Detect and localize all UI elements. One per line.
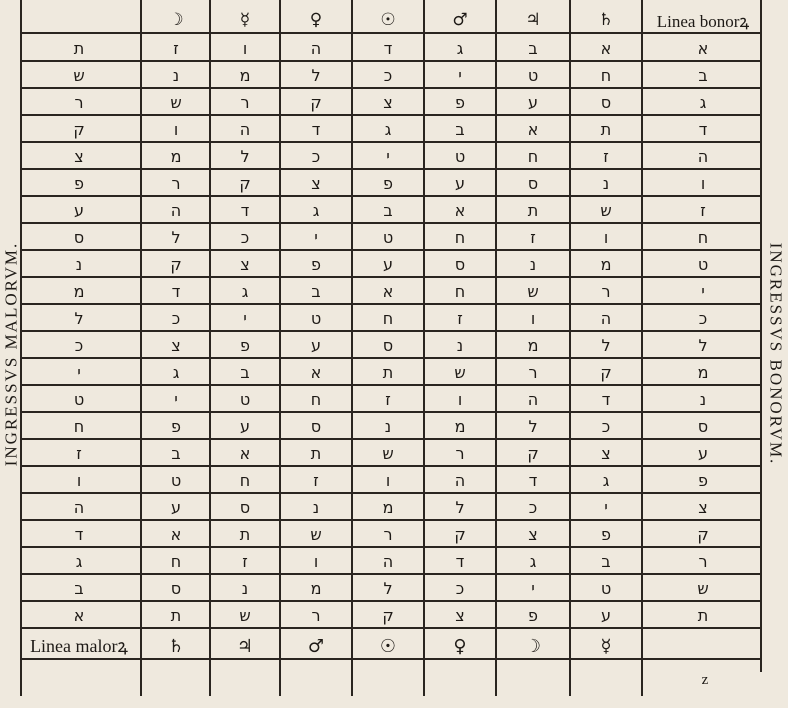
bonorum-letter: כ bbox=[698, 308, 708, 328]
table-row bbox=[20, 117, 762, 143]
table-cell-letter: ה bbox=[527, 389, 539, 409]
table-cell-letter: צ bbox=[240, 254, 250, 274]
table-cell-letter: ל bbox=[240, 146, 250, 166]
table-row bbox=[20, 414, 762, 440]
table-cell-letter: מ bbox=[239, 65, 251, 85]
table-cell-letter: א bbox=[454, 200, 466, 220]
table-cell-letter: פ bbox=[383, 173, 393, 193]
table-cell-letter: ב bbox=[240, 362, 250, 382]
table-cell-letter: מ bbox=[600, 254, 612, 274]
malorum-letter: ע bbox=[73, 200, 84, 220]
table-cell-letter: ס bbox=[310, 416, 322, 436]
table-cell-letter: י bbox=[386, 146, 390, 166]
planet-symbol: ☿ bbox=[239, 10, 251, 30]
table-row bbox=[20, 387, 762, 413]
table-cell-letter: ה bbox=[382, 551, 394, 571]
table-cell-letter: ר bbox=[383, 524, 393, 544]
table-cell-letter: ה bbox=[170, 200, 182, 220]
table-cell-letter: ה bbox=[239, 119, 251, 139]
linea-bonorum-label: Linea bonorꝝ bbox=[656, 11, 750, 31]
table-row bbox=[20, 144, 762, 170]
bonorum-letter: ש bbox=[697, 578, 709, 598]
table-cell-letter: א bbox=[382, 281, 394, 301]
table-cell-letter: ו bbox=[530, 308, 536, 328]
planet-symbol: ☿ bbox=[600, 635, 612, 657]
bonorum-letter: ע bbox=[697, 443, 708, 463]
table-cell-letter: י bbox=[531, 578, 535, 598]
table-cell-letter: ת bbox=[382, 362, 394, 382]
table-cell-letter: ל bbox=[528, 416, 538, 436]
table-cell-letter: ז bbox=[242, 551, 248, 571]
bonorum-letter: ד bbox=[698, 119, 708, 139]
table-cell-letter: ו bbox=[457, 389, 463, 409]
malorum-letter: צ bbox=[74, 146, 84, 166]
table-cell-letter: ד bbox=[171, 281, 181, 301]
table-cell-letter: ג bbox=[529, 551, 537, 571]
table-cell-letter: ע bbox=[310, 335, 321, 355]
table-cell-letter: ק bbox=[527, 443, 539, 463]
malorum-letter: ג bbox=[75, 551, 83, 571]
table-cell-letter: ת bbox=[170, 605, 182, 625]
header-row bbox=[20, 8, 762, 34]
table-row bbox=[20, 576, 762, 602]
table-cell-letter: ג bbox=[172, 362, 180, 382]
table-cell-letter: ה bbox=[600, 308, 612, 328]
table-cell-letter: ר bbox=[528, 362, 538, 382]
bonorum-letter: ס bbox=[697, 416, 709, 436]
margin-label-ingressus-malorum bbox=[0, 0, 22, 708]
table-cell-letter: ט bbox=[527, 65, 539, 85]
planet-symbol: ♂ bbox=[452, 10, 468, 30]
table-cell-letter: נ bbox=[384, 416, 392, 436]
table-cell-letter: א bbox=[170, 524, 182, 544]
planet-symbol: ☉ bbox=[380, 10, 396, 30]
table-cell-letter: ס bbox=[170, 578, 182, 598]
table-cell-letter: ש bbox=[600, 200, 612, 220]
ingressus-bonorum-text: INGRESSVS BONORVM. bbox=[766, 242, 785, 466]
table-row bbox=[20, 306, 762, 332]
table-cell-letter: ג bbox=[602, 470, 610, 490]
table-cell-letter: ח bbox=[527, 146, 539, 166]
table-cell-letter: ש bbox=[527, 281, 539, 301]
malorum-letter: ה bbox=[73, 497, 85, 517]
table-cell-letter: ז bbox=[603, 146, 609, 166]
table-cell-letter: ד bbox=[240, 200, 250, 220]
table-cell-letter: פ bbox=[455, 92, 465, 112]
table-cell-letter: ג bbox=[312, 200, 320, 220]
table-cell-letter: כ bbox=[383, 65, 393, 85]
table-cell-letter: י bbox=[243, 308, 247, 328]
table-cell-letter: ק bbox=[310, 92, 322, 112]
table-row bbox=[20, 279, 762, 305]
planet-symbol: ☉ bbox=[379, 635, 397, 657]
table-cell-letter: נ bbox=[602, 173, 610, 193]
table-cell-letter: ר bbox=[601, 281, 611, 301]
table-cell-letter: ח bbox=[239, 470, 251, 490]
bonorum-letter: ב bbox=[698, 65, 708, 85]
table-cell-letter: ל bbox=[383, 578, 393, 598]
table-cell-letter: צ bbox=[383, 92, 393, 112]
malorum-letter: ב bbox=[74, 578, 84, 598]
malorum-letter: ו bbox=[76, 470, 82, 490]
table-cell-letter: ט bbox=[170, 470, 182, 490]
table-cell-letter: נ bbox=[529, 254, 537, 274]
table-cell-letter: א bbox=[600, 38, 612, 58]
table-cell-letter: ק bbox=[600, 362, 612, 382]
table-cell-letter: ע bbox=[454, 173, 465, 193]
table-cell-letter: א bbox=[239, 443, 251, 463]
bonorum-letter: פ bbox=[698, 470, 708, 490]
planet-symbol: ☽ bbox=[168, 10, 184, 30]
table-cell-letter: ב bbox=[383, 200, 393, 220]
table-row bbox=[20, 333, 762, 359]
malorum-letter: מ bbox=[73, 281, 85, 301]
malorum-letter: ז bbox=[76, 443, 82, 463]
table-cell-letter: צ bbox=[311, 173, 321, 193]
bonorum-letter: ר bbox=[698, 551, 708, 571]
malorum-letter: נ bbox=[75, 254, 83, 274]
planet-symbol: ♄ bbox=[167, 635, 185, 657]
table-cell-letter: י bbox=[604, 497, 608, 517]
table-cell-letter: ח bbox=[454, 281, 466, 301]
table-cell-letter: ק bbox=[239, 173, 251, 193]
malorum-letter: ט bbox=[73, 389, 85, 409]
table-cell-letter: ה bbox=[310, 38, 322, 58]
table-cell-letter: ס bbox=[454, 254, 466, 274]
planet-symbol: ♀ bbox=[309, 10, 323, 30]
malorum-letter: ת bbox=[73, 38, 85, 58]
table-cell-letter: פ bbox=[601, 524, 611, 544]
table-cell-letter: כ bbox=[528, 497, 538, 517]
planet-symbol: ♄ bbox=[598, 10, 614, 30]
table-cell-letter: מ bbox=[310, 578, 322, 598]
table-cell-letter: נ bbox=[241, 578, 249, 598]
table-cell-letter: ח bbox=[454, 227, 466, 247]
malorum-letter: ד bbox=[74, 524, 84, 544]
table-row bbox=[20, 225, 762, 251]
table-cell-letter: ר bbox=[311, 605, 321, 625]
table-cell-letter: ר bbox=[171, 173, 181, 193]
table-cell-letter: י bbox=[314, 227, 318, 247]
table-row bbox=[20, 36, 762, 62]
planet-symbol: ☽ bbox=[524, 635, 542, 657]
table-cell-letter: א bbox=[310, 362, 322, 382]
table-cell-letter: כ bbox=[240, 227, 250, 247]
table-cell-letter: ת bbox=[600, 119, 612, 139]
table-cell-letter: ת bbox=[527, 200, 539, 220]
table-cell-letter: נ bbox=[312, 497, 320, 517]
table-cell-letter: ר bbox=[240, 92, 250, 112]
table-cell-letter: פ bbox=[240, 335, 250, 355]
bonorum-letter: ו bbox=[700, 173, 706, 193]
table-cell-letter: ט bbox=[310, 308, 322, 328]
table-cell-letter: ס bbox=[527, 173, 539, 193]
table-cell-letter: א bbox=[527, 119, 539, 139]
folio-signature: z bbox=[701, 672, 709, 688]
malorum-letter: ס bbox=[73, 227, 85, 247]
table-cell-letter: ג bbox=[241, 281, 249, 301]
table-cell-letter: ש bbox=[170, 92, 182, 112]
table-row bbox=[20, 198, 762, 224]
table-cell-letter: פ bbox=[311, 254, 321, 274]
table-cell-letter: ה bbox=[454, 470, 466, 490]
bonorum-letter: ח bbox=[697, 227, 709, 247]
table-cell-letter: מ bbox=[170, 146, 182, 166]
bonorum-letter: מ bbox=[697, 362, 709, 382]
table-cell-letter: ד bbox=[383, 38, 393, 58]
table-cell-letter: ט bbox=[239, 389, 251, 409]
table-cell-letter: ט bbox=[454, 146, 466, 166]
bonorum-letter: א bbox=[697, 38, 709, 58]
table-cell-letter: ק bbox=[382, 605, 394, 625]
table-cell-letter: ו bbox=[242, 38, 248, 58]
table-cell-letter: מ bbox=[527, 335, 539, 355]
bonorum-letter: י bbox=[701, 281, 705, 301]
bonorum-letter: ת bbox=[697, 605, 709, 625]
table-cell-letter: כ bbox=[311, 146, 321, 166]
ingressus-table bbox=[20, 0, 762, 696]
linea-malorum-label: Linea malorꝝ bbox=[30, 636, 128, 656]
table-cell-letter: ב bbox=[528, 38, 538, 58]
malorum-letter: ש bbox=[73, 65, 85, 85]
table-cell-letter: ב bbox=[601, 551, 611, 571]
table-cell-letter: ל bbox=[601, 335, 611, 355]
table-cell-letter: ס bbox=[239, 497, 251, 517]
table-row bbox=[20, 171, 762, 197]
table-cell-letter: ד bbox=[601, 389, 611, 409]
table-row bbox=[20, 495, 762, 521]
table-cell-letter: ש bbox=[382, 443, 394, 463]
bonorum-letter: ה bbox=[697, 146, 709, 166]
table-cell-letter: ק bbox=[170, 254, 182, 274]
table-cell-letter: ל bbox=[455, 497, 465, 517]
table-cell-letter: ר bbox=[455, 443, 465, 463]
bonorum-letter: ל bbox=[698, 335, 708, 355]
bonorum-letter: ג bbox=[699, 92, 707, 112]
table-cell-letter: כ bbox=[171, 308, 181, 328]
planet-symbol: ♃ bbox=[525, 10, 541, 30]
bonorum-letter: ק bbox=[697, 524, 709, 544]
table-cell-letter: ז bbox=[385, 389, 391, 409]
table-cell-letter: ת bbox=[310, 443, 322, 463]
table-cell-letter: ט bbox=[382, 227, 394, 247]
malorum-letter: א bbox=[73, 605, 85, 625]
malorum-letter: ק bbox=[73, 119, 85, 139]
table-cell-letter: ח bbox=[600, 65, 612, 85]
table-cell-letter: ז bbox=[457, 308, 463, 328]
table-row bbox=[20, 252, 762, 278]
table-cell-letter: ז bbox=[313, 470, 319, 490]
table-row bbox=[20, 441, 762, 467]
table-cell-letter: ו bbox=[603, 227, 609, 247]
table-cell-letter: ח bbox=[310, 389, 322, 409]
table-cell-letter: צ bbox=[171, 335, 181, 355]
table-row bbox=[20, 360, 762, 386]
bonorum-letter: נ bbox=[699, 389, 707, 409]
table-cell-letter: ל bbox=[311, 65, 321, 85]
table-cell-letter: ג bbox=[384, 119, 392, 139]
table-row bbox=[20, 63, 762, 89]
table-cell-letter: ז bbox=[530, 227, 536, 247]
table-cell-letter: ד bbox=[311, 119, 321, 139]
table-cell-letter: י bbox=[458, 65, 462, 85]
table-cell-letter: מ bbox=[454, 416, 466, 436]
table-cell-letter: כ bbox=[455, 578, 465, 598]
ingressus-malorum-text: INGRESSVS MALORVM. bbox=[1, 241, 21, 467]
table-cell-letter: כ bbox=[601, 416, 611, 436]
table-cell-letter: נ bbox=[456, 335, 464, 355]
table-cell-letter: י bbox=[174, 389, 178, 409]
table-cell-letter: ת bbox=[239, 524, 251, 544]
table-cell-letter: ב bbox=[455, 119, 465, 139]
table-cell-letter: ס bbox=[382, 335, 394, 355]
table-cell-letter: ש bbox=[239, 605, 251, 625]
table-cell-letter: ו bbox=[385, 470, 391, 490]
table-row bbox=[20, 468, 762, 494]
malorum-letter: פ bbox=[74, 173, 84, 193]
table-cell-letter: ג bbox=[456, 38, 464, 58]
table-cell-letter: ע bbox=[600, 605, 611, 625]
table-cell-letter: נ bbox=[172, 65, 180, 85]
table-cell-letter: צ bbox=[601, 443, 611, 463]
table-cell-letter: ב bbox=[171, 443, 181, 463]
malorum-letter: ח bbox=[73, 416, 85, 436]
table-row bbox=[20, 90, 762, 116]
planet-symbol: ♂ bbox=[307, 635, 325, 657]
malorum-letter: כ bbox=[74, 335, 84, 355]
table-cell-letter: ע bbox=[527, 92, 538, 112]
table-cell-letter: ש bbox=[310, 524, 322, 544]
table-cell-letter: ז bbox=[173, 38, 179, 58]
table-cell-letter: צ bbox=[528, 524, 538, 544]
bonorum-letter: ט bbox=[697, 254, 709, 274]
table-cell-letter: ל bbox=[171, 227, 181, 247]
table-cell-letter: ו bbox=[173, 119, 179, 139]
table-cell-letter: ע bbox=[382, 254, 393, 274]
malorum-letter: ל bbox=[74, 308, 84, 328]
malorum-letter: י bbox=[77, 362, 81, 382]
table-cell-letter: ש bbox=[454, 362, 466, 382]
table-cell-letter: ד bbox=[455, 551, 465, 571]
table-cell-letter: ס bbox=[600, 92, 612, 112]
table-row bbox=[20, 549, 762, 575]
table-row bbox=[20, 603, 762, 629]
table-cell-letter: ו bbox=[313, 551, 319, 571]
table-cell-letter: פ bbox=[171, 416, 181, 436]
planet-symbol: ♃ bbox=[236, 635, 254, 657]
planet-symbol: ♀ bbox=[453, 635, 467, 657]
table-cell-letter: צ bbox=[455, 605, 465, 625]
table-cell-letter: פ bbox=[528, 605, 538, 625]
table-cell-letter: ח bbox=[170, 551, 182, 571]
bonorum-letter: ז bbox=[700, 200, 706, 220]
bonorum-letter: צ bbox=[698, 497, 708, 517]
table-cell-letter: ע bbox=[239, 416, 250, 436]
table-cell-letter: מ bbox=[382, 497, 394, 517]
table-cell-letter: ט bbox=[600, 578, 612, 598]
table-row bbox=[20, 522, 762, 548]
malorum-letter: ר bbox=[74, 92, 84, 112]
table-cell-letter: ב bbox=[311, 281, 321, 301]
table-cell-letter: ח bbox=[382, 308, 394, 328]
table-cell-letter: ק bbox=[454, 524, 466, 544]
table-cell-letter: ד bbox=[528, 470, 538, 490]
margin-label-ingressus-bonorum bbox=[763, 0, 787, 708]
table-cell-letter: ע bbox=[170, 497, 181, 517]
footer-row bbox=[20, 634, 762, 660]
